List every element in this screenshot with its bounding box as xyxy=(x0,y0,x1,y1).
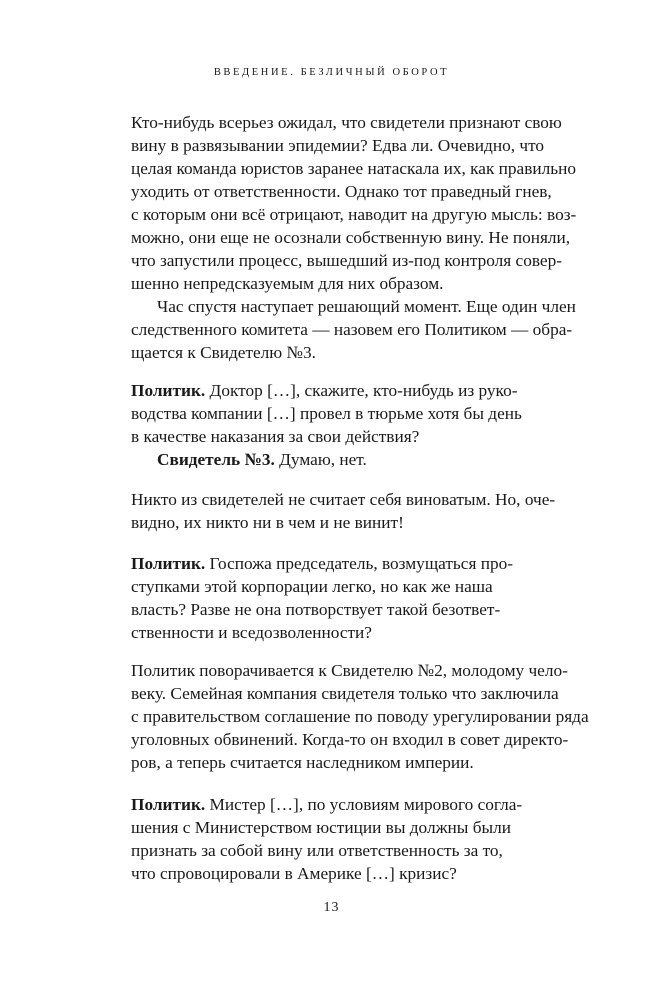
text-line: щается к Свидетелю №3. xyxy=(131,343,316,362)
text-line: с которым они всё отрицают, наводит на другую мысль: воз- xyxy=(131,205,577,224)
text-line: ров, а теперь считается наследником империи. xyxy=(131,753,474,772)
text-line: с правительством соглашение по поводу урегулировании ряда xyxy=(131,707,589,726)
speaker-label: Политик. xyxy=(131,381,206,400)
paragraph-3 xyxy=(131,488,556,534)
text-line: целая команда юристов заранее натаскала их, как правильно xyxy=(131,159,577,178)
text-line: видно, их никто ни в чем и не винит! xyxy=(131,513,404,532)
text-line: можно, они еще не осознали собственную вину. Не поняли, xyxy=(131,228,571,247)
text-line: вину в развязывании эпидемии? Едва ли. Очевидно, что xyxy=(131,136,545,155)
dialogue-line: ственности и вседозволенности? xyxy=(131,623,372,642)
page-number: 13 xyxy=(323,900,340,915)
dialogue-line xyxy=(131,793,522,816)
text-line: уходить от ответственности. Однако тот праведный гнев, xyxy=(131,182,552,201)
text-line: веку. Семейная компания свидетеля только что заключила xyxy=(131,684,559,703)
text-line: Час спустя наступает решающий момент. Еще один член xyxy=(157,297,576,316)
dialogue-line xyxy=(131,552,513,575)
text-line: Кто-нибудь всерьез ожидал, что свидетели признают свою xyxy=(131,113,562,132)
dialogue-line: власть? Разве не она потворствует такой безответ- xyxy=(131,600,501,619)
speaker-label: Политик. xyxy=(131,554,206,573)
dialogue-3 xyxy=(131,793,522,885)
dialogue-line: ступками этой корпорации легко, но как же наша xyxy=(131,577,493,596)
dialogue-text: Думаю, нет. xyxy=(274,450,367,469)
dialogue-line xyxy=(131,379,518,402)
text-line: Политик поворачивается к Свидетелю №2, молодому чело- xyxy=(131,661,568,680)
dialogue-text: Доктор […], скажите, кто-нибудь из руко- xyxy=(205,381,518,400)
dialogue-line: шения с Министерством юстиции вы должны были xyxy=(131,818,511,837)
text-line: следственного комитета — назовем его Политиком — обра- xyxy=(131,320,573,339)
dialogue-reply xyxy=(131,448,507,471)
running-header: ВВЕДЕНИЕ. БЕЗЛИЧНЫЙ ОБОРОТ xyxy=(213,67,450,78)
paragraph-2 xyxy=(131,295,576,364)
dialogue-line: в качестве наказания за свои действия? xyxy=(131,427,420,446)
dialogue-text: Мистер […], по условиям мирового согла- xyxy=(205,795,523,814)
text-line: уголовных обвинений. Когда-то он входил в совет директо- xyxy=(131,730,569,749)
text-line: шенно непредсказуемым для них образом. xyxy=(131,274,444,293)
text-line: Никто из свидетелей не считает себя виноватым. Но, оче- xyxy=(131,490,556,509)
speaker-label: Свидетель №3. xyxy=(157,450,275,469)
dialogue-line: что спровоцировали в Америке […] кризис? xyxy=(131,864,457,883)
dialogue-text: Госпожа председатель, возмущаться про- xyxy=(205,554,514,573)
speaker-label: Политик. xyxy=(131,795,206,814)
dialogue-line: водства компании […] провел в тюрьме хотя бы день xyxy=(131,404,522,423)
dialogue-line: признать за собой вину или ответственность за то, xyxy=(131,841,503,860)
text-line: что запустили процесс, вышедший из-под контроля совер- xyxy=(131,251,562,270)
dialogue-1 xyxy=(131,379,522,471)
dialogue-2 xyxy=(131,552,513,644)
paragraph-1 xyxy=(131,111,577,295)
paragraph-4 xyxy=(131,659,589,774)
